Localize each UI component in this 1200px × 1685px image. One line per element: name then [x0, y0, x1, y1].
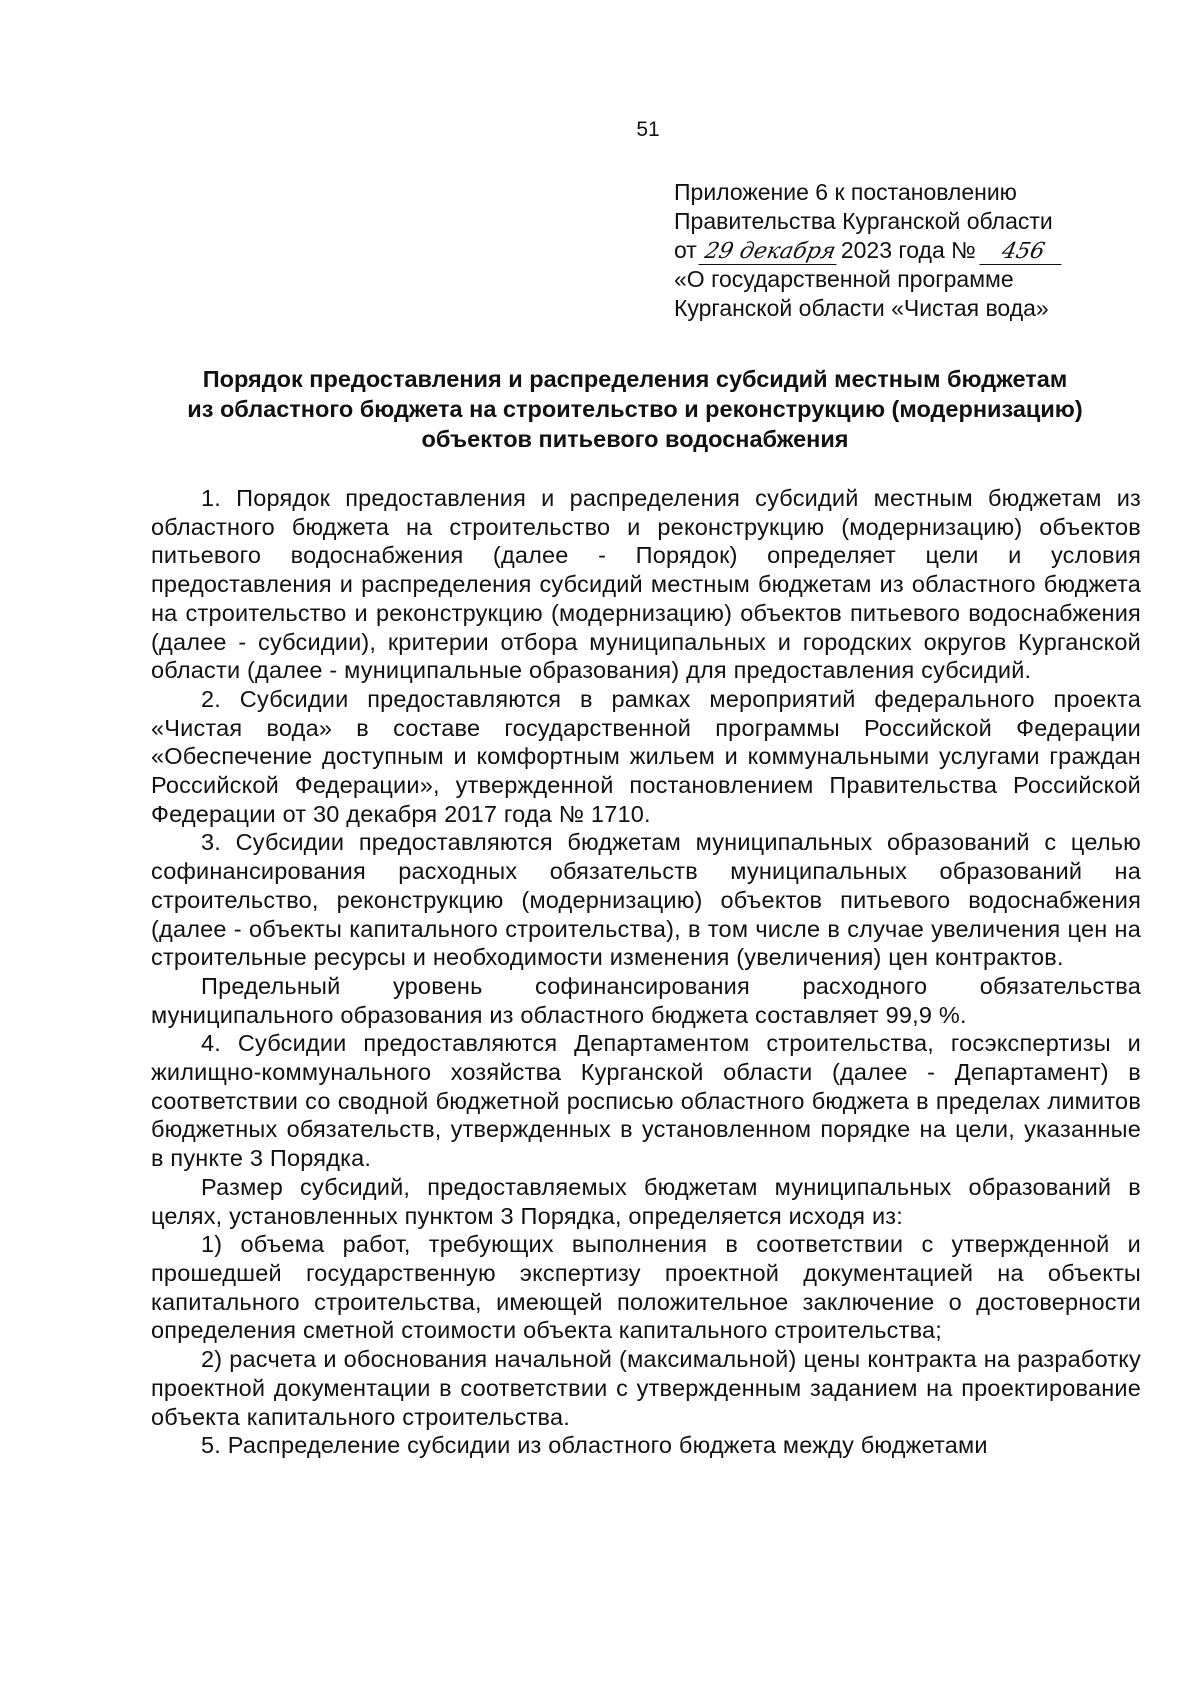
annex-line: Приложение 6 к постановлению: [674, 179, 1017, 205]
annex-date-line: [674, 236, 1144, 265]
paragraph-2: 2. Субсидии предоставляются в рамках мероприятий федерального проекта «Чистая вода» в составе государственной программы Российской Федерации «Обеспечение доступным и комфортным жильем и коммунальными услугами граждан Российской Федерации», утвержденной постановлением Правительства Российской Федерации от 30 декабря 2017 года № 1710.: [151, 685, 1141, 827]
paragraph-4-item-1: 1) объема работ, требующих выполнения в соответствии с утвержденной и прошедшей государственную экспертизу проектной документацией на объекты капитального строительства, имеющей положительное заключение о достоверности определения сметной стоимости объекта капитального строительства;: [151, 1231, 1141, 1344]
document-body: [151, 484, 1141, 1460]
title-line: объектов питьевого водоснабжения: [421, 426, 849, 452]
paragraph-4: 4. Субсидии предоставляются Департаментом строительства, госэкспертизы и жилищно-коммунального хозяйства Курганской области (далее - Департамент) в соответствии со сводной бюджетной росписью областного бюджета в пределах лимитов бюджетных обязательств, утвержденных в установленном порядке на цели, указанные в пункте 3 Порядка.: [151, 1030, 1141, 1172]
annex-header: [674, 178, 1144, 323]
title-line: Порядок предоставления и распределения субсидий местным бюджетам: [202, 366, 1068, 392]
document-title: [140, 364, 1130, 454]
date-prefix: от: [674, 237, 697, 263]
paragraph-4-size: Размер субсидий, предоставляемых бюджетам муниципальных образований в целях, установленных пунктом 3 Порядка, определяется исходя из:: [151, 1173, 1141, 1229]
paragraph-3-cofinancing: Предельный уровень софинансирования расходного обязательства муниципального образования из областного бюджета составляет 99,9 %.: [151, 972, 1141, 1028]
page-number: 51: [636, 118, 660, 141]
annex-line: Курганской области «Чистая вода»: [674, 295, 1049, 321]
handwritten-number: 456: [979, 240, 1066, 265]
title-line: из областного бюджета на строительство и реконструкцию (модернизацию): [187, 396, 1083, 422]
handwritten-date: 29 декабря: [698, 240, 841, 265]
annex-line: Правительства Курганской области: [674, 208, 1053, 234]
paragraph-3: 3. Субсидии предоставляются бюджетам муниципальных образований с целью софинансирования расходных обязательств муниципальных образований на строительство, реконструкцию (модернизацию) объектов питьевого водоснабжения (далее - объекты капитального строительства), в том числе в случае увеличения цен на строительные ресурсы и необходимости изменения (увеличения) цен контрактов.: [151, 829, 1141, 971]
paragraph-5: 5. Распределение субсидии из областного бюджета между бюджетами: [201, 1432, 988, 1459]
paragraph-1: 1. Порядок предоставления и распределения субсидий местным бюджетам из областного бюджета на строительство и реконструкцию (модернизацию) объектов питьевого водоснабжения (далее - Порядок) определяет цели и условия предоставления и распределения субсидий местным бюджетам из областного бюджета на строительство и реконструкцию (модернизацию) объектов питьевого водоснабжения (далее - субсидии), критерии отбора муниципальных и городских округов Курганской области (далее - муниципальные образования) для предоставления субсидий.: [151, 485, 1141, 684]
date-year: 2023 года №: [840, 237, 976, 263]
annex-line: «О государственной программе: [674, 266, 1014, 292]
paragraph-4-item-2: 2) расчета и обоснования начальной (максимальной) цены контракта на разработку проектной документации в соответствии с утвержденным заданием на проектирование объекта капитального строительства.: [151, 1346, 1141, 1430]
